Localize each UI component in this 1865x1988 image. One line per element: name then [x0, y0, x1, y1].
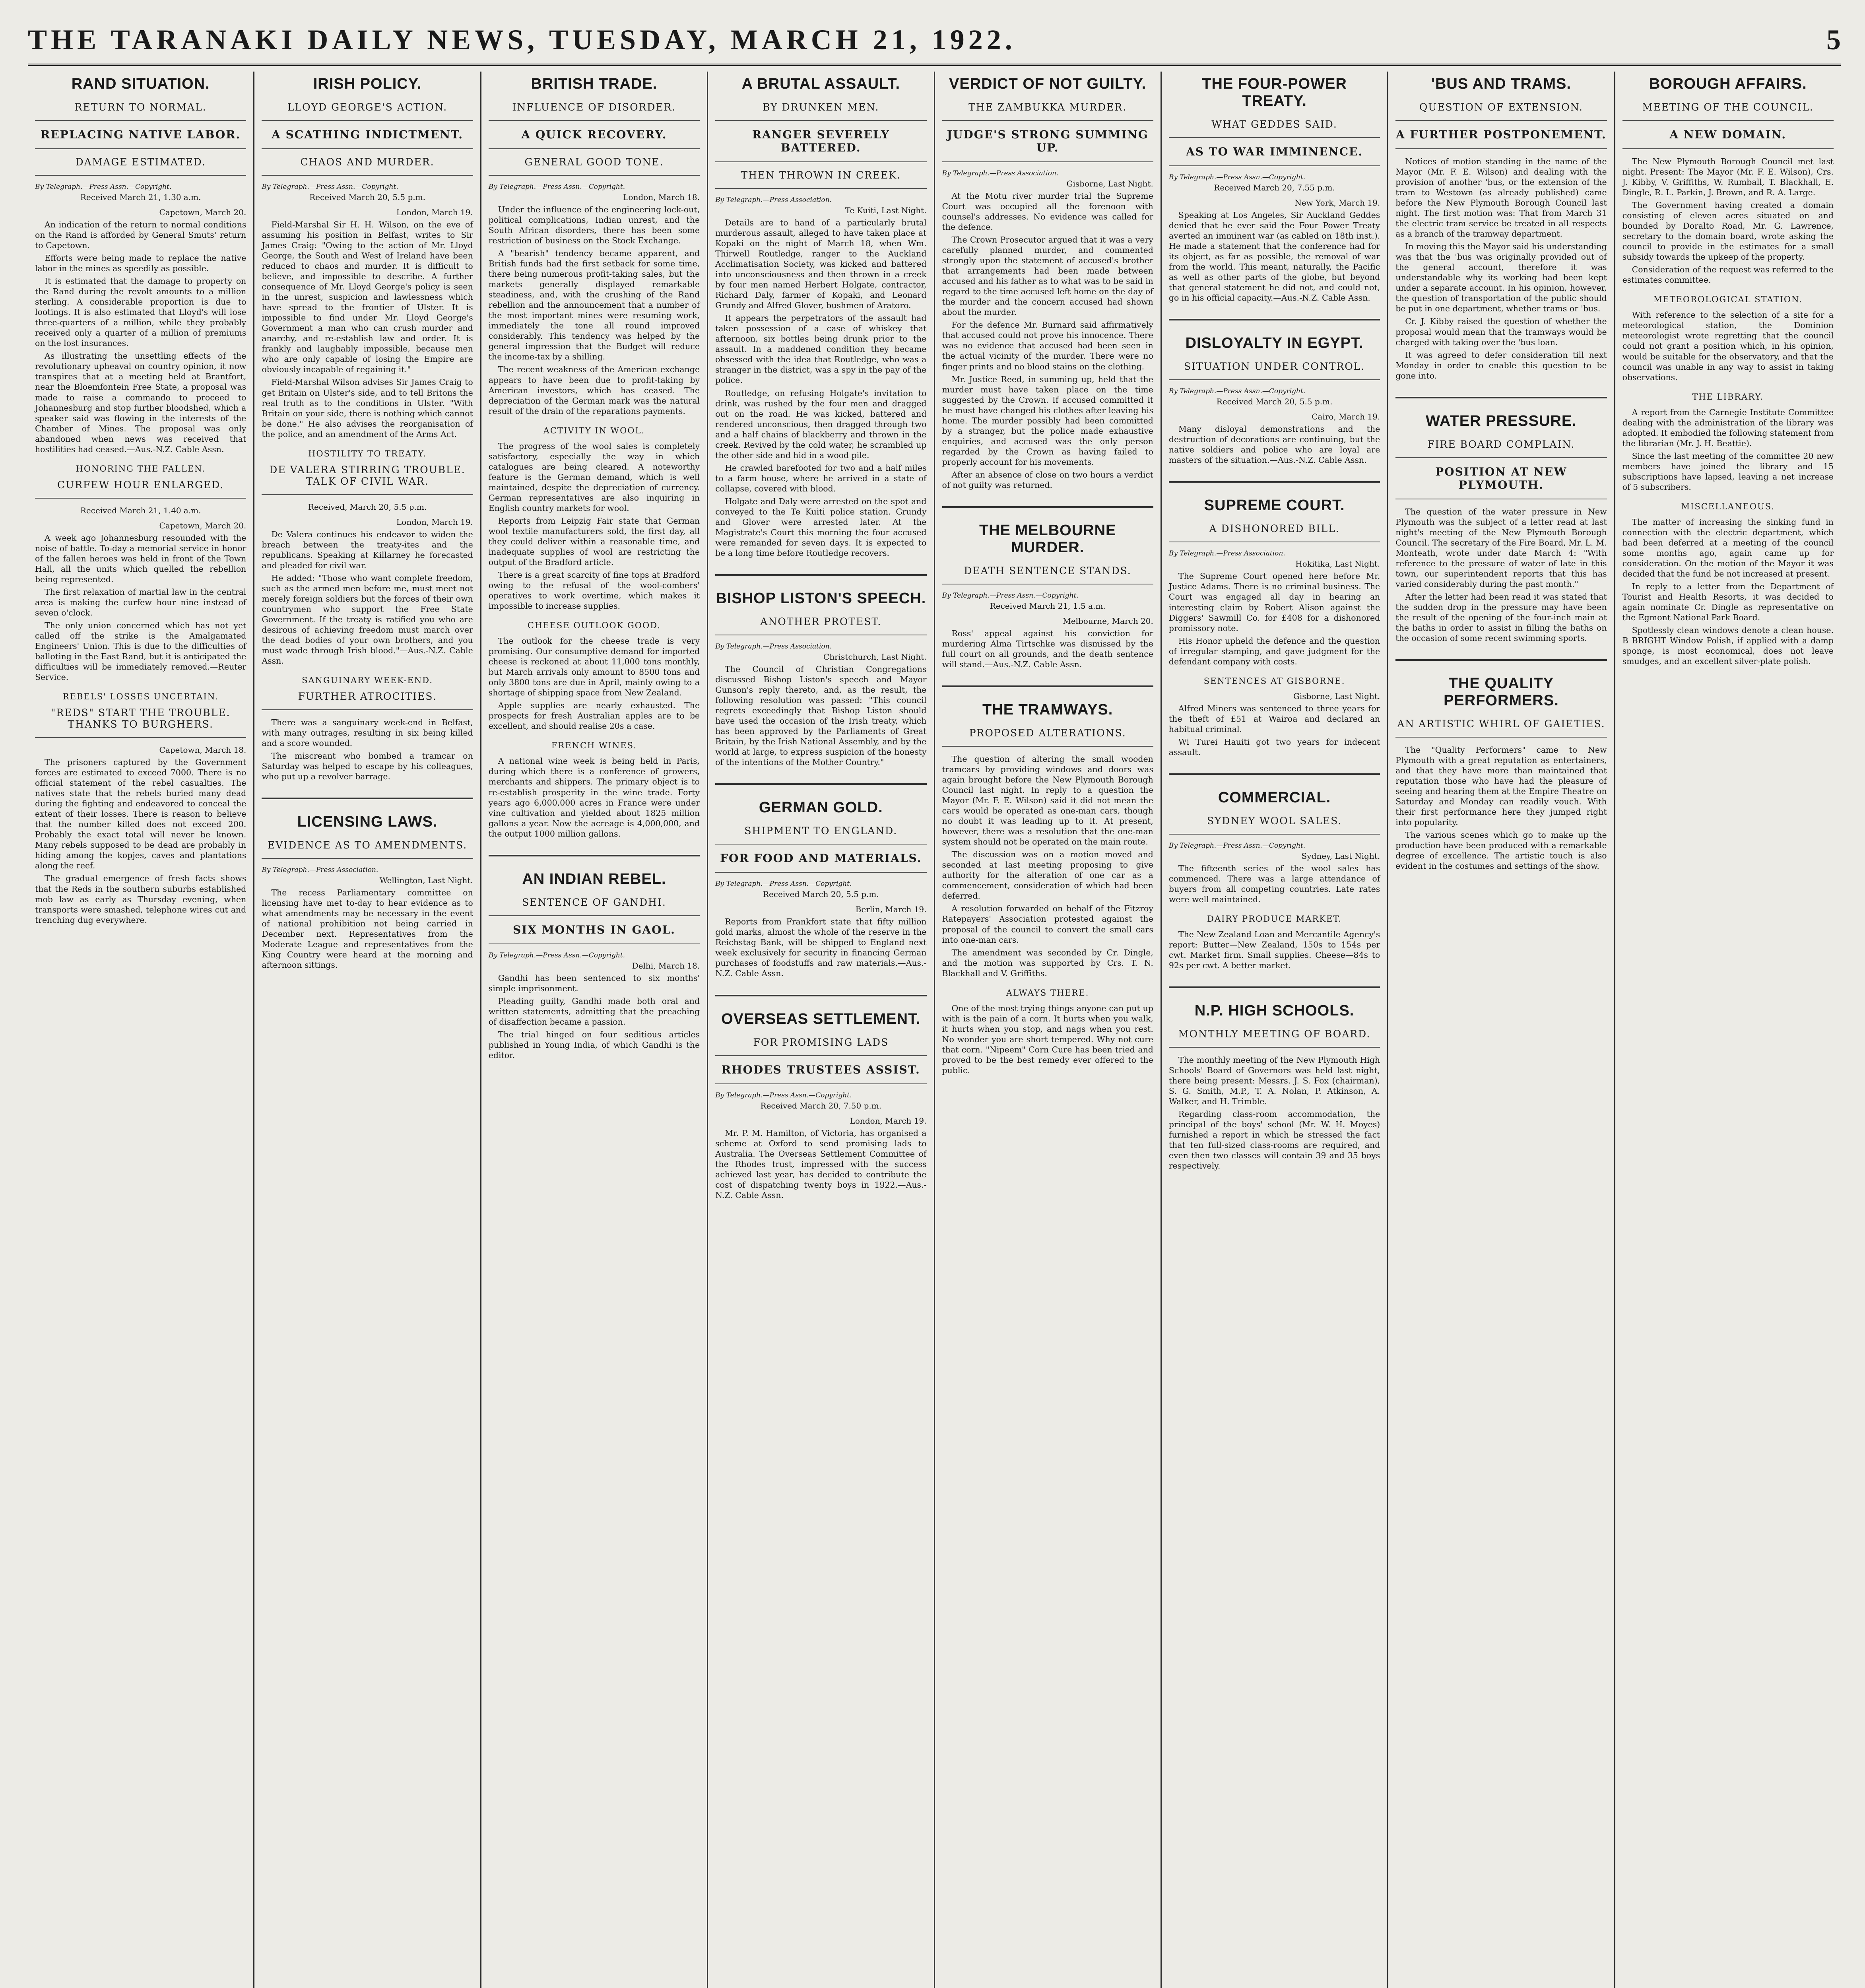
article-deck: JUDGE'S STRONG SUMMING UP. [942, 128, 1153, 162]
article-body [262, 219, 473, 439]
article-paragraph: It is estimated that the damage to property on the Rand during the revolt amounts to a million sterling. A considerable proportion is due to lootings. It is also estimated that Lloyd's will lose three-quarters of a million, while they probably received only a quarter of a million of premiums on the lost insurances. [35, 276, 246, 348]
press-credit: By Telegraph.—Press Assn.—Copyright. [1168, 387, 1306, 396]
article-body [1169, 863, 1380, 905]
section-body [1622, 310, 1834, 382]
article-paragraph: The progress of the wool sales is completely satisfactory, especially the way in which catalogues are being cleared. A noteworthy feature is the German demand, which is well maintained, despite the depreciation of currency. German representatives are also inquiring in English country markets for wool. [488, 441, 700, 513]
article-paragraph: Reports from Leipzig Fair state that German wool textile manufacturers sold, the first day, all they could deliver within a reasonable time, and inadequate supplies of wool are restricting the output of the Bradford article. [488, 516, 700, 567]
article-paragraph: The Crown Prosecutor argued that it was a very carefully planned murder, and commented strongly upon the statement of accused's brother that arrangements had been made between accused and his father as to what was to be said in regard to the time accused left home on the day of the murder and the concern accused had shown about the murder. [942, 235, 1153, 317]
article-body [489, 973, 700, 1060]
press-credit: By Telegraph.—Press Association. [715, 196, 832, 204]
article-headline: THE QUALITY PERFORMERS. [1444, 675, 1559, 709]
article-paragraph: In moving this the Mayor said his understanding was that the 'bus was originally provided out of the general account, therefore it was understandable why its working had been kept under a separate account. In his opinion, however, the question of transportation of the public should be put in one department, whether trams or 'bus. [1395, 242, 1607, 314]
article-deck: MEETING OF THE COUNCIL. [1622, 101, 1834, 121]
section-subhead: HOSTILITY TO TREATY. [308, 448, 427, 458]
article-headline: IRISH POLICY. [313, 76, 422, 92]
column-1 [28, 72, 254, 1988]
article-paragraph: It appears the perpetrators of the assault had taken possession of a case of whiskey that afternoon, six bottles being drunk prior to the assault. In a maddened condition they became obsessed with the idea that Routledge, who was a stranger in the district, was a spy in the pay of the police. [715, 313, 927, 385]
dateline: Gisborne, Last Night. [1066, 179, 1153, 188]
article-paragraph: Consideration of the request was referred to the estimates committee. [1622, 265, 1834, 285]
article [489, 76, 700, 839]
section-deck: CURFEW HOUR ENLARGED. [35, 479, 246, 499]
article-paragraph: The New Plymouth Borough Council met last night. Present: The Mayor (Mr. F. E. Wilson), Crs. J. Kibby, V. Griffiths, W. Rumball, T. Blackhall, E. Dingle, R. L. Parkin, J. Brown, and R. A. Large. [1622, 157, 1834, 198]
article-deck: A QUICK RECOVERY. [489, 128, 700, 149]
dateline: Capetown, March 18. [159, 745, 246, 755]
article-body [1395, 745, 1607, 871]
article-deck: SITUATION UNDER CONTROL. [1169, 361, 1380, 380]
article-paragraph: The gradual emergence of fresh facts shows that the Reds in the southern suburbs established mob law as early as Thursday evening, when transports were smashed, telephone wires cut and trenching dug everywhere. [35, 874, 246, 925]
dateline: London, March 18. [623, 192, 700, 202]
column-3 [481, 72, 708, 1988]
article [35, 76, 246, 925]
article-paragraph: He added: "Those who want complete freedom, such as the armed men before me, must meet not merely foreign soldiers but the forces of their own countrymen who support the Free State Government. If the treaty is ratified you who are desirous of achieving freedom must march over the dead bodies of your own brothers, and you must wade through Irish blood."—Aus.-N.Z. Cable Assn. [262, 573, 473, 666]
received-line: Received March 20, 5.5 p.m. [1216, 397, 1333, 407]
article-paragraph: The question of altering the small wooden tramcars by providing windows and doors was again brought before the New Plymouth Borough Council last night. In reply to a question the Mayor (Mr. F. E. Wilson) said it did not mean the cars would be operated as one-man cars, though no doubt it was leading up to it. At present, however, there was a resolution that the one-man system should not be operated on the main route. [942, 754, 1153, 847]
section-body [35, 533, 246, 682]
dateline: Sydney, Last Night. [1301, 851, 1380, 861]
article-headline: SUPREME COURT. [1204, 497, 1345, 514]
article [1622, 76, 1834, 666]
article-headline: THE TRAMWAYS. [982, 701, 1113, 718]
article-deck: QUESTION OF EXTENSION. [1395, 101, 1607, 121]
column-8 [1615, 72, 1841, 1988]
dateline: Melbourne, March 20. [1063, 616, 1153, 626]
article-deck: SENTENCE OF GANDHI. [489, 897, 700, 916]
article-deck: A SCATHING INDICTMENT. [262, 128, 473, 149]
article-paragraph: In reply to a letter from the Department of Tourist and Health Resorts, it was decided to again nominate Cr. Dingle as representative on the Egmont National Park Board. [1622, 582, 1834, 623]
article-paragraph: Ross' appeal against his conviction for murdering Alma Tirtschke was dismissed by the full court on all grounds, and the death sentence will stand.—Aus.-N.Z. Cable Assn. [942, 628, 1153, 669]
section-subhead: THE LIBRARY. [1692, 392, 1764, 402]
article [942, 76, 1153, 490]
article-deck: SHIPMENT TO ENGLAND. [715, 825, 926, 845]
article-paragraph: Wi Turei Hauiti got two years for indecent assault. [1168, 737, 1380, 757]
press-credit: By Telegraph.—Press Association. [715, 643, 832, 650]
dateline: Hokitika, Last Night. [1295, 559, 1380, 569]
article [942, 685, 1153, 1076]
article-paragraph: Mr. P. M. Hamilton, of Victoria, has organised a scheme at Oxford to send promising lads to Australia. The Overseas Settlement Committee of the Rhodes trust, impressed with the success achieved last year, has decided to contribute the cost of dispatching twenty boys in 1922.—Aus.-N.Z. Cable Assn. [715, 1128, 927, 1200]
press-credit: By Telegraph.—Press Association. [942, 169, 1059, 177]
article-paragraph: The recent weakness of the American exchange appears to have been due to profit-taking by American investors, which has ceased. The depreciation of the German mark was the natural result of the drain of the reparations payments. [488, 365, 700, 416]
article [715, 76, 926, 558]
section-body [1169, 703, 1380, 757]
article [1169, 76, 1380, 303]
article-paragraph: The matter of increasing the sinking fund in connection with the electric department, which had been deferred at a meeting of the council some months ago, again came up for consideration. On the motion of the Mayor it was decided that the fund be not increased at present. [1622, 517, 1834, 579]
page-number: 5 [1826, 23, 1841, 56]
article-paragraph: An indication of the return to normal conditions on the Rand is afforded by General Smuts' return to Capetown. [35, 220, 246, 250]
article-paragraph: Pleading guilty, Gandhi made both oral and written statements, admitting that the preaching of disaffection became a passion. [488, 996, 700, 1027]
article-headline: THE FOUR-POWER TREATY. [1202, 76, 1347, 109]
article [715, 574, 926, 767]
article-paragraph: Gandhi has been sentenced to six months' simple imprisonment. [488, 973, 700, 993]
article-paragraph: Under the influence of the engineering lock-out, political complications, Indian unrest, and the South African disorders, there has been some restriction of business on the Stock Exchange. [488, 205, 700, 246]
article-body [715, 664, 926, 767]
article-deck: AN ARTISTIC WHIRL OF GAIETIES. [1395, 718, 1607, 738]
article-deck: DEATH SENTENCE STANDS. [942, 565, 1153, 584]
article-deck: SYDNEY WOOL SALES. [1169, 815, 1380, 835]
article-paragraph: The recess Parliamentary committee on licensing have met to-day to hear evidence as to what amendments may be necessary in the event of national prohibition not being carried in December next. Representatives from the Moderate League and representatives from the King Country were heard at the morning and afternoon sittings. [262, 888, 473, 970]
article-paragraph: Field-Marshal Sir H. H. Wilson, on the eve of assuming his position in Belfast, writes to Sir James Craig: "Owing to the action of Mr. Lloyd George, the South and West of Ireland have been reduced to chaos and murder. It is difficult to believe, and impossible to describe. A further consequence of Mr. Lloyd George's policy is seen in the unrest, suspicion and lawlessness which have spread to the frontier of Ulster. It is impossible to find under Mr. Lloyd George's Government a man who can crush murder and anarchy, and re-establish law and order. It is frankly and laughably impossible, because men who are only capable of losing the Empire are obviously incapable of regaining it." [262, 220, 473, 375]
article-paragraph: The Supreme Court opened here before Mr. Justice Adams. There is no criminal business. The Court was engaged all day in hearing an interesting claim by Robert Alison against the Diggers' Sawmill Co. for £408 for a dishonored promissory note. [1168, 571, 1380, 633]
article-paragraph: The miscreant who bombed a tramcar on Saturday was helped to escape by his colleagues, who put up a revolver barrage. [262, 751, 473, 782]
article-paragraph: A "bearish" tendency became apparent, and British funds had the first setback for some time, there being numerous profit-taking sales, but the markets generally displayed remarkable steadiness, and, with the crushing of the Rand rebellion and the announcement that a number of the most important mines were resuming work, immediately the tone all round improved considerably. This tendency was helped by the general impression that the Budget will reduce the income-tax by a shilling. [488, 248, 700, 362]
article [1169, 319, 1380, 465]
dateline: Gisborne, Last Night. [1293, 691, 1380, 701]
dateline: Delhi, March 18. [632, 961, 700, 971]
article [489, 855, 700, 1060]
received-line: Received March 20, 7.50 p.m. [760, 1101, 882, 1110]
press-credit: By Telegraph.—Press Assn.—Copyright. [35, 183, 172, 191]
article-headline: 'BUS AND TRAMS. [1431, 76, 1571, 92]
section-subhead: DAIRY PRODUCE MARKET. [1207, 914, 1342, 924]
article-body [942, 191, 1153, 490]
press-credit: By Telegraph.—Press Assn.—Copyright. [488, 951, 625, 959]
article-paragraph: Apple supplies are nearly exhausted. The prospects for fresh Australian apples are to be excellent, and should realise 20s a case. [488, 701, 700, 731]
dateline: London, March 19. [396, 517, 473, 527]
dateline: Capetown, March 20. [159, 208, 246, 217]
section-deck: "REDS" START THE TROUBLE. THANKS TO BURGHERS. [35, 707, 246, 738]
dateline: Capetown, March 20. [159, 520, 246, 530]
article-headline: WATER PRESSURE. [1426, 412, 1577, 429]
article-headline: A BRUTAL ASSAULT. [741, 76, 900, 92]
column-4 [708, 72, 935, 1988]
section-body [1622, 407, 1834, 492]
dateline: Wellington, Last Night. [379, 876, 473, 885]
article-body [489, 204, 700, 416]
article-paragraph: De Valera continues his endeavor to widen the breach between the treaty-ites and the republicans. Speaking at Killarney he forecasted and pleaded for civil war. [262, 529, 473, 570]
article-deck: WHAT GEDDES SAID. [1169, 118, 1380, 138]
section-body [489, 636, 700, 731]
article-body [715, 217, 926, 558]
article-headline: BRITISH TRADE. [531, 76, 658, 92]
article-paragraph: At the Motu river murder trial the Supreme Court was occupied all the forenoon with counsel's addresses. No evidence was called for the defence. [942, 191, 1153, 232]
article-paragraph: Details are to hand of a particularly brutal murderous assault, alleged to have taken place at Kopaki on the night of March 18, when Wm. Thirwell Routledge, ranger to the Auckland Acclimatisation Society, was kicked and battered into unconsciousness and then thrown in a creek by four men named Herbert Holgate, contractor, Richard Daly, farmer of Kopaki, and Leonard Grundy and Alfred Glover, bushmen of Aratoro. [715, 218, 927, 311]
article-deck: A FURTHER POSTPONEMENT. [1395, 128, 1607, 149]
article-paragraph: With reference to the selection of a site for a meteorological station, the Dominion meteorologist wrote regretting that the council could not grant a position which, in his opinion, would be suitable for the observatory, and that the council was unable in any way to assist in taking observations. [1622, 310, 1834, 382]
press-credit: By Telegraph.—Press Assn.—Copyright. [1168, 841, 1306, 850]
article-paragraph: The outlook for the cheese trade is very promising. Our consumptive demand for imported cheese is reckoned at about 11,000 tons monthly, but March arrivals only amount to 8500 tons and only 3800 tons are due in April, mainly owing to a shortage of shipping space from New Zealand. [488, 636, 700, 698]
section-body [942, 1003, 1153, 1076]
article [262, 76, 473, 782]
article-paragraph: Regarding class-room accommodation, the principal of the boys' school (Mr. W. H. Moyes) furnished a report in which he stressed the fact that ten full-sized class-rooms are required, and even then two classes will contain 39 and 35 boys respectively. [1168, 1109, 1380, 1171]
press-credit: By Telegraph.—Press Assn.—Copyright. [488, 183, 625, 191]
article-headline: LICENSING LAWS. [297, 813, 438, 831]
section-subhead: ACTIVITY IN WOOL. [543, 425, 645, 435]
section-subhead: FRENCH WINES. [551, 741, 637, 751]
received-line: Received March 20, 5.5 p.m. [309, 192, 425, 202]
press-credit: By Telegraph.—Press Assn.—Copyright. [715, 1091, 852, 1099]
received-line: Received March 21, 1.40 a.m. [80, 505, 201, 515]
press-credit: By Telegraph.—Press Assn.—Copyright. [262, 183, 398, 191]
article-headline: BISHOP LISTON'S SPEECH. [716, 590, 926, 607]
section-subhead: SANGUINARY WEEK-END. [302, 676, 433, 685]
article-paragraph: The trial hinged on four seditious articles published in Young India, of which Gandhi is the editor. [488, 1029, 700, 1060]
article-paragraph: The "Quality Performers" came to New Plymouth with a great reputation as entertainers, and that they have more than maintained that reputation those who have had the pleasure of seeing and hearing them at the Empire Theatre on Saturday and Monday can readily vouch. With their first performance here they jumped right into popularity. [1395, 745, 1607, 827]
article-headline: OVERSEAS SETTLEMENT. [721, 1010, 921, 1027]
article-paragraph: A resolution forwarded on behalf of the Fitzroy Ratepayers' Association protested against the proposal of the council to convert the small cars into one-man cars. [942, 904, 1153, 945]
article-deck: A DISHONORED BILL. [1169, 523, 1380, 542]
page-columns [28, 72, 1841, 1988]
article-paragraph: After the letter had been read it was stated that the sudden drop in the pressure may have been the result of the opening of the four-inch main at the baths in order to assist in filling the baths on the occasion of some recent swimming sports. [1395, 592, 1607, 643]
article-paragraph: As illustrating the unsettling effects of the revolutionary upheaval on country opinion, it now transpires that at a meeting held at Brantfort, near the Bloemfontein Free State, a proposal was made to raise a commando to proceed to Johannesburg and stop further bloodshed, which a speaker said was flowing in the interests of the Chamber of Mines. The proposal was only abandoned when news was received that hostilities had ceased.—Aus.-N.Z. Cable Assn. [35, 351, 246, 454]
article-headline: N.P. HIGH SCHOOLS. [1194, 1002, 1355, 1019]
article-deck: MONTHLY MEETING OF BOARD. [1169, 1028, 1380, 1048]
section-body [1622, 517, 1834, 666]
press-credit: By Telegraph.—Press Association. [262, 866, 378, 874]
article-body [942, 628, 1153, 670]
section-body [35, 757, 246, 925]
article-paragraph: The fifteenth series of the wool sales has commenced. There was a large attendance of buyers from all competing countries. Late rates were well maintained. [1168, 863, 1380, 904]
article-paragraph: The discussion was on a motion moved and seconded at last meeting proposing to give authority for the alteration of one car as a commencement, consideration of which had been deferred. [942, 850, 1153, 901]
article-body [1169, 1055, 1380, 1171]
article-deck: RANGER SEVERELY BATTERED. [715, 128, 926, 162]
section-subhead: SENTENCES AT GISBORNE. [1203, 676, 1345, 686]
article-deck: ANOTHER PROTEST. [715, 616, 926, 635]
article-deck: RHODES TRUSTEES ASSIST. [715, 1063, 926, 1084]
article [1395, 76, 1607, 381]
article-deck: FIRE BOARD COMPLAIN. [1395, 439, 1607, 458]
section-body [1169, 929, 1380, 971]
article-headline: DISLOYALTY IN EGYPT. [1185, 335, 1364, 352]
article-headline: GERMAN GOLD. [759, 799, 883, 816]
article-body [1395, 507, 1607, 643]
article-paragraph: Since the last meeting of the committee 20 new members have joined the library and 15 subscriptions have lapsed, leaving a net increase of 5 subscribers. [1622, 451, 1834, 492]
column-5 [935, 72, 1162, 1988]
article-deck: FOR FOOD AND MATERIALS. [715, 852, 926, 873]
press-credit: By Telegraph.—Press Association. [1168, 549, 1285, 558]
article-paragraph: Spotlessly clean windows denote a clean house. B BRIGHT Window Polish, if applied with a damp sponge, is most economical, does not leave smudges, and an excellent silver-plate polish. [1622, 625, 1834, 666]
article-headline: THE MELBOURNE MURDER. [979, 522, 1116, 556]
received-line: Received March 21, 1.30 a.m. [80, 192, 201, 202]
article-paragraph: The only union concerned which has not yet called off the strike is the Amalgamated Engineers' Union. This is due to the difficulties of balloting in the East Rand, but it is anticipated the difficulties will be immediately removed.—Reuter Service. [35, 620, 246, 682]
article-paragraph: Alfred Miners was sentenced to three years for the theft of £51 at Wairoa and declared an habitual criminal. [1168, 703, 1380, 734]
article-paragraph: Many disloyal demonstrations and the destruction of decorations are continuing, but the native soldiers and police who are loyal are masters of the situation.—Aus.-N.Z. Cable Assn. [1168, 424, 1380, 465]
article-paragraph: It was agreed to defer consideration till next Monday in order to enable this question to be gone into. [1395, 350, 1607, 381]
article-paragraph: A report from the Carnegie Institute Committee dealing with the administration of the library was adopted. It embodied the following statement from the librarian (Mr. J. H. Beattie). [1622, 407, 1834, 448]
article-body [1169, 424, 1380, 465]
article-paragraph: Efforts were being made to replace the native labor in the mines as speedily as possible. [35, 253, 246, 274]
article-paragraph: Notices of motion standing in the name of the Mayor (Mr. F. E. Wilson) and dealing with the provision of another 'bus, or the extension of the tram to Westown (as already published) came before the New Plymouth Borough Council last night. The first motion was: That from March 31 the electric tram service be treated in all respects as a branch of the tramway department. [1395, 157, 1607, 239]
article-paragraph: Field-Marshal Wilson advises Sir James Craig to get Britain on Ulster's side, and to tell Britons the real truth as to the conditions in Ulster. "With Britain on your side, there is nothing which cannot be done." He also advises the reorganisation of the police, and an amendment of the Arms Act. [262, 377, 473, 439]
article [942, 506, 1153, 670]
article-body [35, 219, 246, 454]
article-deck: A NEW DOMAIN. [1622, 128, 1834, 149]
section-subhead: REBELS' LOSSES UNCERTAIN. [62, 692, 219, 702]
dateline: London, March 19. [396, 208, 473, 217]
article-paragraph: There is a great scarcity of fine tops at Bradford owing to the refusal of the wool-combers' operatives to work overtime, which makes it impossible to increase supplies. [488, 570, 700, 611]
received-line: Received, March 20, 5.5 p.m. [308, 502, 427, 512]
section-subhead: HONORING THE FALLEN. [76, 464, 206, 474]
section-subhead: MISCELLANEOUS. [1681, 501, 1775, 511]
article-paragraph: The amendment was seconded by Cr. Dingle, and the motion was supported by Crs. T. N. Blackhall and V. Griffiths. [942, 947, 1153, 978]
newspaper-title: THE TARANAKI DAILY NEWS, TUESDAY, MARCH 21, 1922. [28, 23, 1016, 56]
dateline: Christchurch, Last Night. [823, 652, 927, 662]
article-paragraph: A week ago Johannesburg resounded with the noise of battle. To-day a memorial service in honor of the fallen heroes was held in front of the Town Hall, all the units which quelled the rebellion being represented. [35, 533, 246, 584]
article-deck: CHAOS AND MURDER. [262, 156, 473, 176]
article-deck: INFLUENCE OF DISORDER. [489, 101, 700, 121]
article-paragraph: Mr. Justice Reed, in summing up, held that the murder must have taken place on the time suggested by the Crown. If accused committed it he must have changed his clothes after leaving his home. The murder possibly had been committed by a stranger, but the police made exhaustive enquiries, and accused was the only person regarded by the Crown as having failed to properly account for his movements. [942, 374, 1153, 467]
section-body [489, 441, 700, 612]
article-paragraph: The various scenes which go to make up the production have been produced with a remarkable degree of excellence. The artistic touch is also evident in the costumes and settings of the show. [1395, 830, 1607, 871]
article-deck: POSITION AT NEW PLYMOUTH. [1395, 465, 1607, 499]
article-deck: PROPOSED ALTERATIONS. [942, 727, 1153, 747]
dateline: Berlin, March 19. [855, 905, 927, 914]
article [1169, 481, 1380, 757]
article-paragraph: The New Zealand Loan and Mercantile Agency's report: Butter—New Zealand, 150s to 154s per cwt. Market firm. Small supplies. Cheese—84s to 92s per cwt. A better market. [1168, 929, 1380, 971]
article-headline: VERDICT OF NOT GUILTY. [949, 76, 1147, 92]
article-deck: LLOYD GEORGE'S ACTION. [262, 101, 473, 121]
article-deck: FOR PROMISING LADS [715, 1037, 926, 1056]
article-paragraph: The Government having created a domain consisting of eleven acres situated on and bounded by Doralto Road, Mr. G. Lawrence, secretary to the domain board, wrote asking the council to provide in the estimates for a small subsidy towards the upkeep of the property. [1622, 200, 1834, 262]
article-paragraph: The prisoners captured by the Government forces are estimated to exceed 7000. There is no official statement of the rebel casualties. The natives state that the rebels buried many dead during the fighting and endeavored to conceal the extent of their losses. There is reason to believe that the number killed does not exceed 200. Probably the exact total will never be known. Many rebels supposed to be dead are probably in hiding among the kopjes, caves and plantations along the reef. [35, 757, 246, 871]
article-paragraph: A national wine week is being held in Paris, during which there is a conference of growers, merchants and shippers. The primary object is to re-establish prosperity in the wine trade. Forty years ago 6,000,000 acres in France were under vine cultivation and yielded about 1825 million gallons a year. Now the acreage is 4,000,000, and the output 1000 million gallons. [488, 756, 700, 839]
section-subhead: METEOROLOGICAL STATION. [1653, 295, 1803, 305]
section-deck: DE VALERA STIRRING TROUBLE. TALK OF CIVIL WAR. [262, 464, 473, 495]
article-body [715, 1128, 926, 1200]
article [1169, 773, 1380, 971]
dateline: Cairo, March 19. [1312, 412, 1380, 422]
section-subhead: CHEESE OUTLOOK GOOD. [527, 621, 661, 631]
section-subhead: ALWAYS THERE. [1006, 988, 1089, 998]
received-line: Received March 20, 5.5 p.m. [763, 889, 879, 899]
article-body [1622, 156, 1834, 285]
article-headline: RAND SITUATION. [71, 76, 210, 92]
article-paragraph: His Honor upheld the defence and the question of irregular stamping, and gave judgment for the defendant company with costs. [1168, 636, 1380, 666]
article-body [942, 754, 1153, 978]
article-deck: RETURN TO NORMAL. [35, 101, 246, 121]
dateline: Te Kuiti, Last Night. [845, 206, 927, 215]
article-paragraph: One of the most trying things anyone can put up with is the pain of a corn. It hurts when you walk, it hurts when you stop, and nags when you rest. No wonder you are short tempered. Why not cure that corn. "Nipeem" Corn Cure has been tried and proved to be the best remedy ever offered to the public. [942, 1003, 1153, 1075]
article-paragraph: For the defence Mr. Burnard said affirmatively that accused could not prove his innocence. There was no evidence that accused had been seen in the actual vicinity of the murder. There were no finger prints and no blood stains on the clothing. [942, 320, 1153, 371]
article-headline: COMMERCIAL. [1218, 789, 1331, 806]
article [1169, 986, 1380, 1171]
article-deck: EVIDENCE AS TO AMENDMENTS. [262, 839, 473, 859]
received-line: Received March 21, 1.5 a.m. [990, 601, 1106, 611]
press-credit: By Telegraph.—Press Assn.—Copyright. [1168, 173, 1306, 181]
masthead [28, 16, 1841, 66]
column-7 [1388, 72, 1615, 1988]
press-credit: By Telegraph.—Press Assn.—Copyright. [942, 591, 1079, 600]
article [1395, 397, 1607, 643]
article-paragraph: The monthly meeting of the New Plymouth High Schools' Board of Governors was held last night, there being present: Messrs. J. S. Fox (chairman), S. G. Smith, M.P., T. A. Nolan, P. Atkinson, A. Walker, and H. Trimble. [1168, 1055, 1380, 1107]
section-body [262, 717, 473, 782]
article-deck: AS TO WAR IMMINENCE. [1169, 145, 1380, 166]
article-paragraph: After an absence of close on two hours a verdict of not guilty was returned. [942, 470, 1153, 490]
received-line: Received March 20, 7.55 p.m. [1214, 183, 1335, 192]
article-paragraph: There was a sanguinary week-end in Belfast, with many outrages, resulting in six being killed and a score wounded. [262, 718, 473, 748]
article-headline: BOROUGH AFFAIRS. [1649, 76, 1807, 92]
section-deck: FURTHER ATROCITIES. [262, 691, 473, 710]
section-body [489, 756, 700, 839]
article-body [1395, 156, 1607, 381]
article-paragraph: The Council of Christian Congregations discussed Bishop Liston's speech and Mayor Gunson's reply thereto, and, as the result, the following resolution was passed: "This council regrets exceedingly that Bishop Liston should have used the occasion of the Irish treaty, which has been approved by the Parliaments of Great Britain, by the Irish National Assembly, and by the world at large, to express suspicion of the honesty of the intentions of the Mother Country." [715, 664, 927, 767]
article-paragraph: Reports from Frankfort state that fifty million gold marks, almost the whole of the reserve in the Reichstag Bank, will be shipped to England next week exclusively for security in financing German purchases of foodstuffs and raw materials.—Aus.-N.Z. Cable Assn. [715, 917, 927, 978]
article-deck: DAMAGE ESTIMATED. [35, 156, 246, 176]
article-body [1169, 210, 1380, 303]
article-paragraph: Routledge, on refusing Holgate's invitation to drink, was rushed by the four men and dragged out on the road. He was kicked, battered and rendered unconscious, then dragged through two and a half chains of blackberry and thrown in the creek. Revived by the cold water, he scrambled up the other side and hid in a wood pile. [715, 388, 927, 460]
column-2 [254, 72, 481, 1988]
article-body [262, 887, 473, 970]
dateline: New York, March 19. [1294, 198, 1380, 208]
dateline: London, March 19. [850, 1116, 927, 1126]
article-paragraph: The first relaxation of martial law in the central area is making the curfew hour nine instead of seven o'clock. [35, 587, 246, 617]
article-headline: AN INDIAN REBEL. [522, 870, 666, 887]
section-body [262, 529, 473, 666]
article-deck: REPLACING NATIVE LABOR. [35, 128, 246, 149]
article-deck: THE ZAMBUKKA MURDER. [942, 101, 1153, 121]
press-credit: By Telegraph.—Press Assn.—Copyright. [715, 880, 852, 888]
article-paragraph: Cr. J. Kibby raised the question of whether the proposal would mean that the tramways would be charged with taking over the 'bus loan. [1395, 316, 1607, 347]
article-paragraph: He crawled barefooted for two and a half miles to a farm house, where he arrived in a state of collapse, covered with blood. [715, 463, 927, 493]
article-paragraph: Speaking at Los Angeles, Sir Auckland Geddes denied that he ever said the Four Power Treaty averted an imminent war (as cabled on 18th inst.). He made a statement that the conference had for its object, as far as possible, the removal of war from the world. This meant, naturally, the Pacific as well as other parts of the globe, but beyond that general statement he did not, and could not, go in his official capacity.—Aus.-N.Z. Cable Assn. [1168, 210, 1380, 303]
article-deck: GENERAL GOOD TONE. [489, 156, 700, 176]
article [262, 798, 473, 970]
article-body [715, 916, 926, 978]
article-paragraph: The question of the water pressure in New Plymouth was the subject of a letter read at last night's meeting of the New Plymouth Borough Council. The secretary of the Fire Board, Mr. L. M. Monteath, wrote under date March 4: "With reference to the pressure of water of late in this town, our superintendent reports that this has varied considerably during the past month." [1395, 507, 1607, 589]
article-paragraph: Holgate and Daly were arrested on the spot and conveyed to the Te Kuiti police station. Grundy and Glover were arrested later. At the Magistrate's Court this morning the four accused were remanded for seven days. It is expected to be a long time before Routledge recovers. [715, 496, 927, 558]
article [1395, 659, 1607, 871]
article-body [1169, 571, 1380, 666]
article-deck: SIX MONTHS IN GAOL. [489, 923, 700, 944]
article-deck: THEN THROWN IN CREEK. [715, 169, 926, 189]
article-deck: BY DRUNKEN MEN. [715, 101, 926, 121]
article [715, 783, 926, 978]
article [715, 995, 926, 1200]
column-6 [1162, 72, 1388, 1988]
